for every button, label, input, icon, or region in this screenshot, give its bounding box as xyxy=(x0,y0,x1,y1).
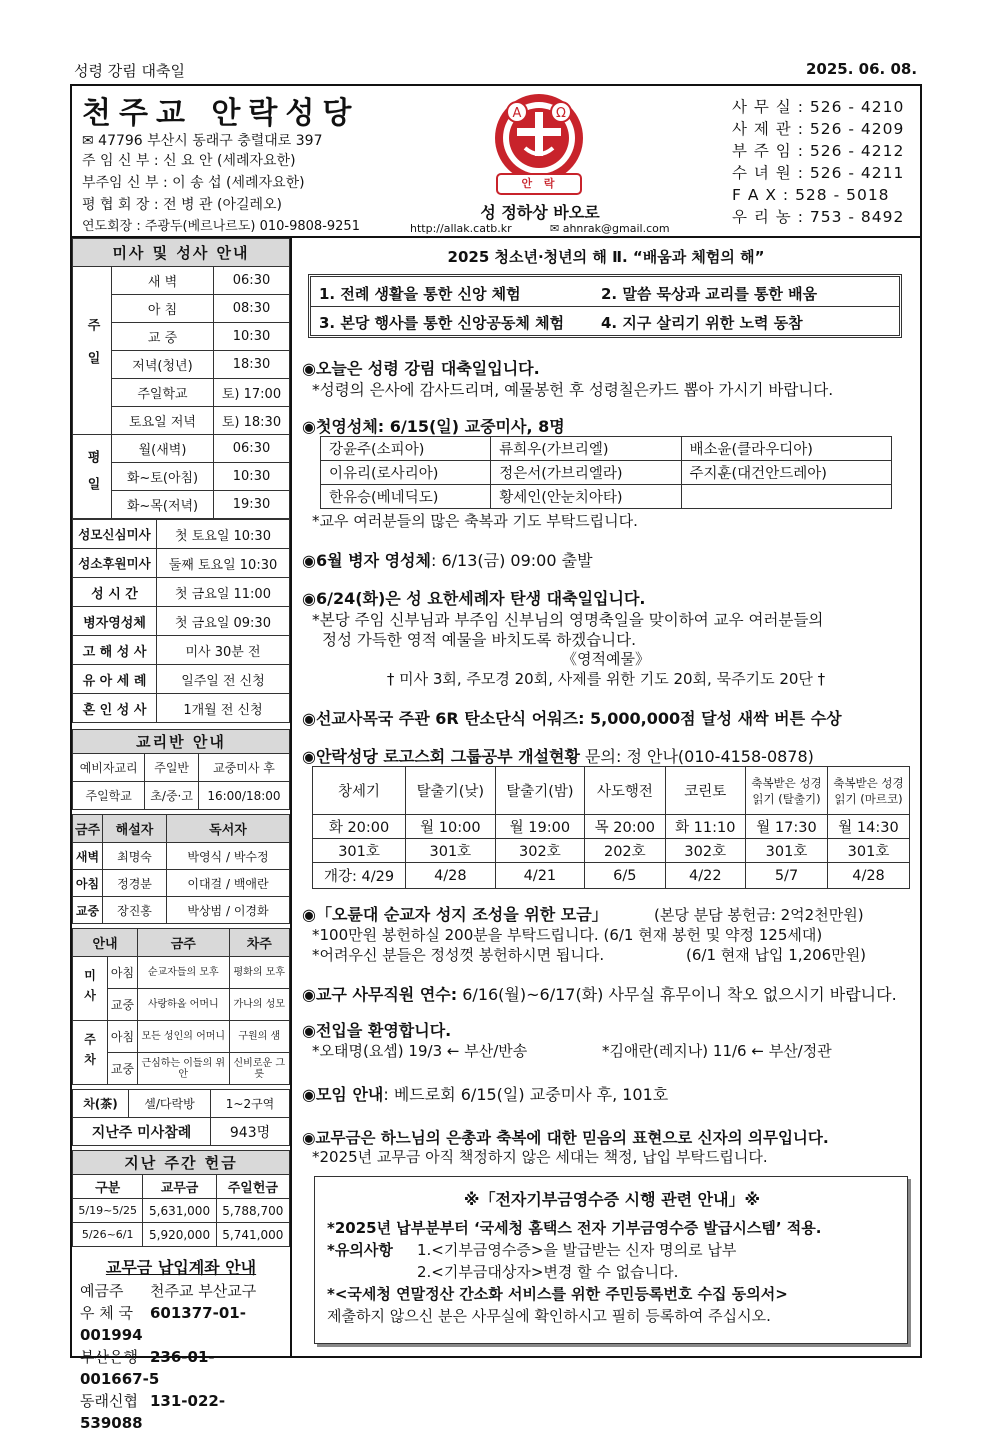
theme-item: 2. 말씀 묵상과 교리를 통한 배움 xyxy=(601,285,818,303)
news-training-body: 6/16(월)~6/17(화) 사무실 휴무이니 착오 없으시기 바랍니다. xyxy=(457,985,897,1004)
logos-time: 화 11:10 xyxy=(665,815,745,839)
logos-start: 6/5 xyxy=(585,863,665,889)
communion-names-table xyxy=(320,436,892,509)
mass-name: 화~목(저녁) xyxy=(112,491,214,519)
mass-name: 토요일 저녁 xyxy=(112,407,214,435)
readers-header: 독서자 xyxy=(167,815,290,843)
news-john-title: ◉6/24(화)은 성 요한세례자 탄생 대축일입니다. xyxy=(302,589,646,608)
news-training-title: ◉교구 사무직원 연수: xyxy=(302,985,458,1004)
mass-time: 10:30 xyxy=(214,463,290,491)
sunday-label: 주일 xyxy=(73,267,112,435)
news-award-title: ◉선교사목국 주관 6R 탄소단식 어워즈: 5,000,000점 달성 새싹 버튼 수상 xyxy=(302,709,842,728)
mass-schedule-table xyxy=(72,238,290,519)
sacrament-name: 고 해 성 사 xyxy=(73,636,157,665)
news-logos-contact: 문의: 정 안나(010-4158-0878) xyxy=(579,747,814,766)
catechism-time: 16:00/18:00 xyxy=(198,782,289,810)
catechism-class: 예비자교리 xyxy=(73,754,145,782)
news-logos xyxy=(302,744,814,767)
logos-room: 202호 xyxy=(585,839,665,863)
contact-office: 사 무 실 : 526 - 4210 xyxy=(732,98,905,116)
commentator: 최명숙 xyxy=(103,843,167,870)
hymns-table xyxy=(72,928,290,1085)
news-welcome-title: ◉전입을 환영합니다. xyxy=(302,1021,452,1040)
logos-start: 4/28 xyxy=(828,863,910,889)
hymn-next-week: 신비로운 그릇 xyxy=(229,1053,289,1085)
account-value: 601377-01-001994 xyxy=(80,1304,246,1344)
account-value: 131-022-539088 xyxy=(80,1392,226,1432)
attendance-label: 지난주 미사참례 xyxy=(73,1118,211,1146)
hymn-group: 주차 xyxy=(73,1021,108,1085)
news-pentecost-body: *성령의 은사에 감사드리며, 예물봉헌 후 성령칠은카드 뽑아 가시기 바랍니다. xyxy=(312,381,834,399)
communicant-name: 이유리(로사리아) xyxy=(321,461,491,485)
sacrament-time: 첫 금요일 09:30 xyxy=(157,607,290,636)
logos-room: 301호 xyxy=(746,839,828,863)
lectors: 박상범 / 이경화 xyxy=(167,897,290,924)
logos-header: 창세기 xyxy=(313,767,406,815)
sacrament-time: 첫 토요일 10:30 xyxy=(157,520,290,549)
lectors: 박영식 / 박수정 xyxy=(167,843,290,870)
mass-time: 토) 18:30 xyxy=(214,407,290,435)
tea-group: 셀/다락방 xyxy=(129,1090,211,1118)
news-dues-body: *2025년 교무금 아직 책정하지 않은 세대는 책정, 납입 부탁드립니다. xyxy=(312,1148,768,1166)
logos-start: 5/7 xyxy=(746,863,828,889)
mass-title: 미사 및 성사 안내 xyxy=(73,239,290,267)
logos-room: 302호 xyxy=(495,839,585,863)
hymns-header: 금주 xyxy=(138,929,230,957)
tea-area: 1~2구역 xyxy=(211,1090,290,1118)
news-meeting xyxy=(302,1082,668,1105)
commentator: 장진홍 xyxy=(103,897,167,924)
offering-sunday: 5,788,700 xyxy=(216,1199,289,1223)
mass-name: 교 중 xyxy=(112,323,214,351)
receipt-line4: *<국세청 연말정산 간소화 서비스를 위한 주민등록번호 수집 동의서> xyxy=(327,1285,788,1303)
logos-table xyxy=(312,766,910,889)
logos-room: 302호 xyxy=(665,839,745,863)
sacrament-time: 일주일 전 신청 xyxy=(157,665,290,694)
logos-time: 목 20:00 xyxy=(585,815,665,839)
mass-name: 주일학교 xyxy=(112,379,214,407)
news-sick-communion xyxy=(302,548,593,571)
account-label: 동래신협 xyxy=(80,1392,138,1410)
catechism-table xyxy=(72,729,290,810)
news-welcome-2: *김애란(레지나) 11/6 ← 부산/정관 xyxy=(602,1042,832,1060)
reader-mass: 아침 xyxy=(73,870,103,897)
news-sick-body: : 6/13(금) 09:00 출발 xyxy=(430,551,593,570)
offering-sunday: 5,741,000 xyxy=(216,1223,289,1247)
mass-name: 저녁(청년) xyxy=(112,351,214,379)
communicant-name: 류희우(가브리엘) xyxy=(491,437,681,461)
account-row xyxy=(80,1390,282,1434)
feast-day: 성령 강림 대축일 xyxy=(74,62,185,80)
logos-time: 월 14:30 xyxy=(828,815,910,839)
logos-header: 축복받은 성경읽기 (탈출기) xyxy=(746,767,828,815)
sacrament-time: 1개월 전 신청 xyxy=(157,694,290,723)
mass-name: 화~토(아침) xyxy=(112,463,214,491)
hymn-this-week: 근심하는 이들의 위안 xyxy=(138,1053,230,1085)
theme-item: 4. 지구 살리기 위한 노력 동참 xyxy=(601,314,803,332)
logos-header: 축복받은 성경읽기 (마르코) xyxy=(828,767,910,815)
logos-time: 화 20:00 xyxy=(313,815,406,839)
hymn-group: 미사 xyxy=(73,957,108,1021)
catechism-title: 교리반 안내 xyxy=(73,730,290,754)
logos-header: 사도행전 xyxy=(585,767,665,815)
hymn-mass: 교중 xyxy=(108,989,138,1021)
logos-start: 4/28 xyxy=(406,863,496,889)
communicant-name xyxy=(681,485,892,509)
mass-time: 10:30 xyxy=(214,323,290,351)
lectors: 이대걸 / 백애란 xyxy=(167,870,290,897)
hymn-next-week: 구원의 샘 xyxy=(229,1021,289,1053)
news-communion-title: ◉첫영성체: 6/15(일) 교중미사, 8명 xyxy=(302,417,565,436)
theme-divider xyxy=(311,306,899,307)
account-row xyxy=(80,1302,282,1346)
council-president: 평 협 회 장 : 전 병 관 (아길레오) xyxy=(82,197,283,213)
mass-time: 토) 17:00 xyxy=(214,379,290,407)
offering-dues: 5,920,000 xyxy=(143,1223,216,1247)
receipt-title: ※「전자기부금영수증 시행 관련 안내」※ xyxy=(463,1190,761,1209)
receipt-line3: 2.<기부금대상자>변경 할 수 없습니다. xyxy=(417,1263,679,1281)
account-value: 236-01-001667-5 xyxy=(80,1348,215,1388)
legion-president: 연도회장 : 주광두(베르나르도) 010-9808-9251 xyxy=(82,219,360,234)
right-column xyxy=(292,238,920,1358)
logos-room: 301호 xyxy=(406,839,496,863)
contact-fax: F A X : 528 - 5018 xyxy=(732,186,890,204)
address: ✉ 47796 부산시 동래구 충렬대로 397 xyxy=(82,133,323,149)
logos-time: 월 19:00 xyxy=(495,815,585,839)
news-meeting-body: : 베드로회 6/15(일) 교중미사 후, 101호 xyxy=(383,1085,669,1104)
sacrament-name: 성모신심미사 xyxy=(73,520,157,549)
sacrament-name: 병자영성체 xyxy=(73,607,157,636)
left-column xyxy=(72,238,292,1432)
reader-mass: 새벽 xyxy=(73,843,103,870)
news-shrine-body2: *어려우신 분들은 정성껏 봉헌하시면 됩니다. xyxy=(312,946,605,964)
tea-label: 차(茶) xyxy=(73,1090,129,1118)
news-sick-title: ◉6월 병자 영성체 xyxy=(302,551,431,570)
news-training xyxy=(302,982,897,1005)
sacrament-name: 성소후원미사 xyxy=(73,549,157,578)
hymn-next-week: 평화의 모후 xyxy=(229,957,289,989)
pastor: 주 임 신 부 : 신 요 안 (세례자요한) xyxy=(82,153,296,169)
theme-box xyxy=(308,274,902,338)
communicant-name: 주지훈(대건안드레아) xyxy=(681,461,892,485)
logos-start: 4/22 xyxy=(665,863,745,889)
offering-dues: 5,631,000 xyxy=(143,1199,216,1223)
communicant-name: 한유승(베네딕도) xyxy=(321,485,491,509)
news-meeting-title: ◉모임 안내 xyxy=(302,1085,384,1104)
logo-text: 안 락 xyxy=(521,177,559,190)
mass-time: 06:30 xyxy=(214,267,290,295)
mass-name: 아 침 xyxy=(112,295,214,323)
communicant-name: 정은서(가브리엘라) xyxy=(491,461,681,485)
offering-table xyxy=(72,1150,290,1247)
catechism-group: 주일반 xyxy=(145,754,199,782)
communicant-name: 강윤주(소피아) xyxy=(321,437,491,461)
logos-header: 탈출기(낮) xyxy=(406,767,496,815)
news-shrine-paid: (6/1 현재 납입 1,206만원) xyxy=(686,946,867,964)
contact-convent: 수 녀 원 : 526 - 4211 xyxy=(732,164,905,182)
church-name: 천주교 안락성당 xyxy=(82,96,360,131)
logos-room: 301호 xyxy=(313,839,406,863)
receipt-line5: 제출하지 않으신 분은 사무실에 확인하시고 필히 등록하여 주십시오. xyxy=(327,1307,771,1325)
hymn-next-week: 가나의 성모 xyxy=(229,989,289,1021)
hymn-this-week: 모든 성인의 어머니 xyxy=(138,1021,230,1053)
attendance-value: 943명 xyxy=(211,1118,290,1146)
bulletin-frame xyxy=(70,84,922,1432)
patron-saint: 성 정하상 바오로 xyxy=(480,203,600,222)
assistant-pastor: 부주임 신 부 : 이 송 섭 (세례자요한) xyxy=(82,175,305,191)
bulletin-header xyxy=(72,86,920,238)
news-welcome-1: *오태명(요셉) 19/3 ← 부산/반송 xyxy=(312,1042,528,1060)
logos-start: 4/21 xyxy=(495,863,585,889)
news-dues-title: ◉교무금은 하느님의 은총과 축복에 대한 믿음의 표현으로 신자의 의무입니다. xyxy=(302,1129,829,1147)
hymn-this-week: 사랑하올 어머니 xyxy=(138,989,230,1021)
readers-table xyxy=(72,814,290,924)
news-john-body1: *본당 주임 신부님과 부주임 신부님의 영명축일을 맞이하여 교우 여러분들의 xyxy=(312,611,824,629)
mass-name: 새 벽 xyxy=(112,267,214,295)
readers-header: 해설자 xyxy=(103,815,167,843)
offering-period: 5/19~5/25 xyxy=(73,1199,143,1223)
news-logos-title: ◉안락성당 로고스회 그룹공부 개설현황 xyxy=(302,747,580,766)
offering-header: 구분 xyxy=(73,1175,143,1199)
sacrament-name: 성 시 간 xyxy=(73,578,157,607)
account-label: 우 체 국 xyxy=(80,1304,134,1322)
hymn-mass: 아침 xyxy=(108,1021,138,1053)
news-shrine-body1: *100만원 봉헌하실 200분을 부탁드립니다. (6/1 현재 봉헌 및 약정 125세대) xyxy=(312,926,823,944)
account-list xyxy=(72,1278,290,1436)
catechism-class: 주일학교 xyxy=(73,782,145,810)
offering-period: 5/26~6/1 xyxy=(73,1223,143,1247)
account-title: 교무금 납입계좌 안내 xyxy=(105,1258,257,1277)
hymns-header: 안내 xyxy=(73,929,138,957)
receipt-line2: 1.<기부금영수증>을 발급받는 신자 명의로 납부 xyxy=(417,1241,737,1259)
offering-header: 주일헌금 xyxy=(216,1175,289,1199)
logos-header: 코린토 xyxy=(665,767,745,815)
tea-table xyxy=(72,1089,290,1146)
news-shrine-title: ◉「오륜대 순교자 성지 조성을 위한 모금」 xyxy=(302,905,608,924)
account-label: 예금주 xyxy=(80,1282,124,1300)
news-john-subtitle: 《영적예물》 xyxy=(562,650,650,668)
contact-rectory: 사 제 관 : 526 - 4209 xyxy=(732,120,905,138)
offering-header: 교무금 xyxy=(143,1175,216,1199)
issue-date: 2025. 06. 08. xyxy=(806,60,918,78)
hymn-mass: 교중 xyxy=(108,1053,138,1085)
hymn-mass: 아침 xyxy=(108,957,138,989)
sacrament-name: 혼 인 성 사 xyxy=(73,694,157,723)
logos-header: 탈출기(밤) xyxy=(495,767,585,815)
catechism-time: 교중미사 후 xyxy=(198,754,289,782)
catechism-group: 초/중·고 xyxy=(145,782,199,810)
sacrament-time: 둘째 토요일 10:30 xyxy=(157,549,290,578)
reader-mass: 교중 xyxy=(73,897,103,924)
theme-item: 3. 본당 행사를 통한 신앙공동체 체험 xyxy=(319,314,565,332)
news-pentecost-title: ◉오늘은 성령 강림 대축일입니다. xyxy=(302,359,540,378)
account-row xyxy=(80,1346,282,1390)
mass-time: 18:30 xyxy=(214,351,290,379)
hymn-this-week: 순교자들의 모후 xyxy=(138,957,230,989)
sacrament-name: 유 아 세 례 xyxy=(73,665,157,694)
mass-time: 06:30 xyxy=(214,435,290,463)
contact-farm: 우 리 농 : 753 - 8492 xyxy=(732,208,905,226)
offering-title: 지난 주간 헌금 xyxy=(73,1151,290,1175)
theme-title: 2025 청소년·청년의 해 Ⅱ. “배움과 체험의 해” xyxy=(447,248,765,266)
sacrament-time: 첫 금요일 11:00 xyxy=(157,578,290,607)
communicant-name: 황세인(안눈치아타) xyxy=(491,485,681,509)
receipt-notice-box xyxy=(314,1176,908,1344)
news-communion-body: *교우 여러분들의 많은 축복과 기도 부탁드립니다. xyxy=(312,512,638,530)
theme-item: 1. 전례 생활을 통한 신앙 체험 xyxy=(319,285,521,303)
sacrament-time: 미사 30분 전 xyxy=(157,636,290,665)
hymns-header: 차주 xyxy=(229,929,289,957)
logos-start: 개강: 4/29 xyxy=(313,863,406,889)
account-value: 천주교 부산교구 xyxy=(150,1282,257,1300)
homepage-link[interactable]: http://allak.catb.kr xyxy=(410,222,512,235)
svg-text:Ω: Ω xyxy=(556,106,566,121)
sacrament-table xyxy=(72,519,290,723)
mass-time: 19:30 xyxy=(214,491,290,519)
logos-room: 301호 xyxy=(828,839,910,863)
communicant-name: 배소윤(클라우디아) xyxy=(681,437,892,461)
commentator: 정경분 xyxy=(103,870,167,897)
mass-name: 월(새벽) xyxy=(112,435,214,463)
weekday-label: 평일 xyxy=(73,435,112,519)
mass-time: 08:30 xyxy=(214,295,290,323)
email-link[interactable]: ✉ ahnrak@gmail.com xyxy=(550,222,670,235)
account-row xyxy=(80,1280,282,1302)
receipt-line1: *2025년 납부분부터 ‘국세청 홈택스 전자 기부금영수증 발급시스템’ 적용. xyxy=(327,1219,822,1237)
readers-header: 금주 xyxy=(73,815,103,843)
news-shrine-quota: (본당 분담 봉헌금: 2억2천만원) xyxy=(654,906,864,924)
logos-time: 월 10:00 xyxy=(406,815,496,839)
account-label: 부산은행 xyxy=(80,1348,138,1366)
receipt-caution-label: *유의사항 xyxy=(327,1241,393,1259)
svg-text:A: A xyxy=(512,106,522,121)
news-john-list: † 미사 3회, 주모경 20회, 사제를 위한 기도 20회, 묵주기도 20단 † xyxy=(386,670,826,688)
logos-time: 월 17:30 xyxy=(746,815,828,839)
news-john-body2: 정성 가득한 영적 예물을 바치도록 하겠습니다. xyxy=(322,631,637,649)
contact-assistant: 부 주 임 : 526 - 4212 xyxy=(732,142,905,160)
